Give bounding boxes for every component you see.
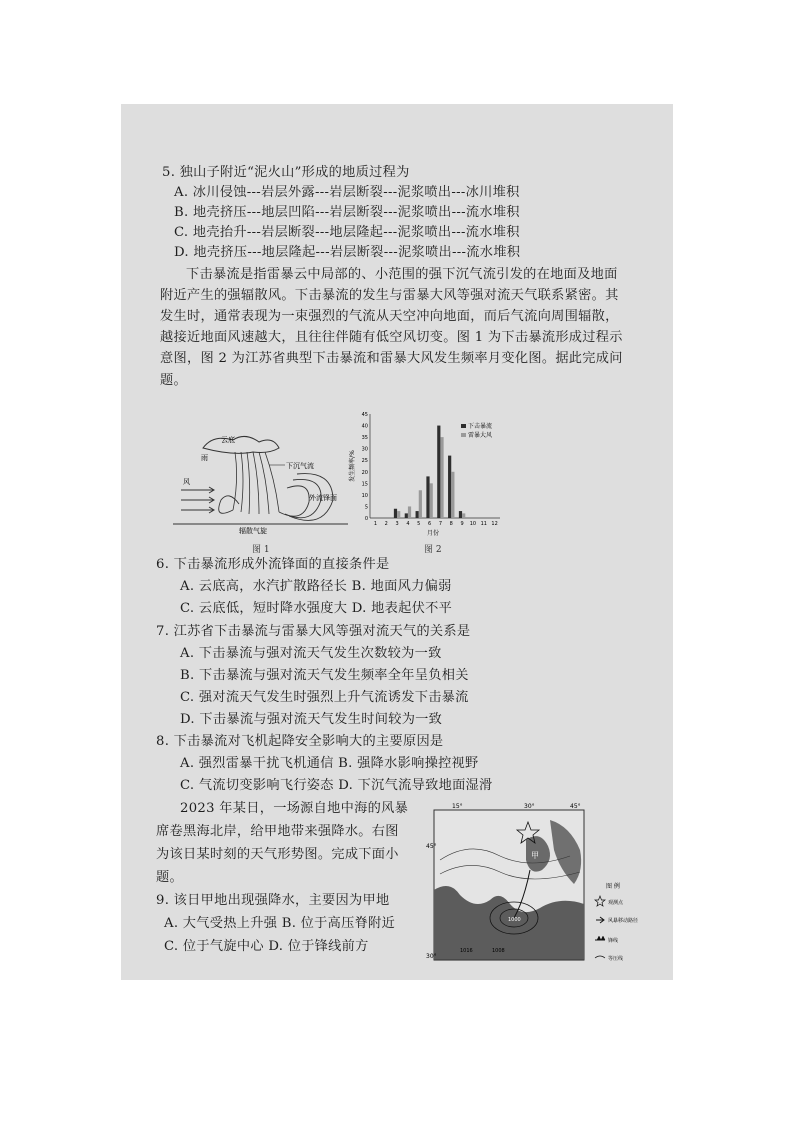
q7-option-d: D. 下击暴流与强对流天气发生时间较为一致: [180, 712, 443, 727]
q6-stem: 6. 下击暴流形成外流锋面的直接条件是: [156, 557, 390, 572]
legend-swatch-downburst: [461, 424, 466, 428]
y-tick-label: 10: [361, 492, 368, 499]
legend-item: 等压线: [608, 956, 624, 962]
fig2-xlabel: 月份: [426, 530, 440, 537]
passage1-line: 发生时，通常表现为一束强烈的气流从天空冲向地面，而后气流向周围辐散，: [160, 309, 619, 324]
isobar-icon: [595, 956, 605, 958]
x-tick-label: 10: [469, 521, 477, 527]
x-tick-label: 3: [395, 521, 399, 527]
y-tick-label: 30: [361, 446, 368, 453]
bar-gale-month-7: [440, 437, 443, 518]
q9-options-ab: A. 大气受热上升强 B. 位于高压脊附近: [164, 916, 396, 931]
q7-stem: 7. 江苏省下击暴流与雷暴大风等强对流天气的关系是: [156, 624, 471, 639]
map-legend: [594, 880, 640, 970]
fig1-label-vortex: 辐散气旋: [239, 527, 267, 535]
q5-option-d: D. 地壳挤压---地层隆起---岩层断裂---泥浆喷出---流水堆积: [174, 245, 521, 260]
lon-label: 30°: [524, 803, 535, 810]
q6-options-ab: A. 云底高，水汽扩散路径长 B. 地面风力偏弱: [180, 579, 452, 594]
q9-stem: 9. 该日甲地出现强降水，主要因为甲地: [156, 893, 390, 908]
bar-downburst-month-8: [448, 456, 451, 518]
x-tick-label: 4: [406, 521, 410, 527]
lat-label: 30°: [426, 953, 437, 960]
passage1-line: 题。: [160, 373, 187, 388]
y-tick-label: 25: [361, 458, 368, 465]
x-tick-label: 7: [438, 521, 443, 527]
bar-downburst-month-4: [405, 513, 408, 518]
bar-downburst-month-9: [459, 511, 462, 518]
legend-title: 图 例: [606, 883, 620, 890]
legend-item: 风暴移动路径: [608, 918, 639, 924]
q8-stem: 8. 下击暴流对飞机起降安全影响大的主要原因是: [156, 734, 444, 749]
q6-options-cd: C. 云底低，短时降水强度大 D. 地表起伏不平: [180, 601, 453, 616]
passage2-line: 为该日某时刻的天气形势图。完成下面小: [156, 847, 399, 862]
bar-gale-month-9: [462, 513, 465, 518]
x-tick-label: 9: [460, 521, 464, 527]
fig1-label-downdraft: 下沉气流: [286, 462, 314, 470]
isobar-label: 1016: [460, 948, 473, 954]
lat-label: 45°: [426, 843, 437, 850]
passage2-line: 题。: [156, 870, 183, 885]
fig2-ylabel: 发生频率/%: [349, 450, 356, 482]
x-tick-label: 12: [491, 521, 498, 527]
q8-options-cd: C. 气流切变影响飞行姿态 D. 下沉气流导致地面湿滑: [180, 778, 493, 793]
place-jia: 甲: [531, 851, 539, 860]
q7-option-b: B. 下击暴流与强对流天气发生频率全年呈负相关: [180, 668, 469, 683]
x-tick-label: 2: [384, 521, 388, 527]
fig1-label-outflow: 外流锋面: [309, 494, 337, 502]
legend-swatch-gale: [461, 433, 466, 437]
x-tick-label: 8: [449, 521, 453, 527]
x-tick-label: 6: [427, 521, 432, 527]
passage2-line: 2023 年某日，一场源自地中海的风暴: [180, 801, 409, 816]
q8-options-ab: A. 强烈雷暴干扰飞机通信 B. 强降水影响操控视野: [180, 756, 479, 771]
q5-option-b: B. 地壳挤压---地层凹陷---岩层断裂---泥浆喷出---流水堆积: [174, 205, 520, 220]
legend-downburst: 下击暴流: [468, 423, 493, 430]
bar-downburst-month-7: [437, 426, 440, 518]
fig1-label-wind: 风: [183, 478, 190, 486]
q9-options-cd: C. 位于气旋中心 D. 位于锋线前方: [164, 939, 369, 954]
y-tick-label: 0: [364, 516, 368, 522]
q5-stem: 5. 独山子附近“泥火山”形成的地质过程为: [162, 165, 410, 180]
isobar-label: 1008: [492, 948, 505, 954]
y-tick-label: 40: [361, 423, 368, 430]
y-tick-label: 20: [361, 469, 368, 476]
x-tick-label: 11: [480, 521, 487, 527]
downburst-schematic: [173, 430, 348, 540]
bar-gale-month-6: [430, 483, 433, 518]
fig1-caption: 图 1: [252, 545, 270, 555]
legend-item: 观测点: [608, 900, 624, 906]
q5-option-a: A. 冰川侵蚀---岩层外露---岩层断裂---泥浆喷出---冰川堆积: [174, 185, 520, 200]
lon-label: 15°: [452, 803, 463, 810]
bar-downburst-month-6: [426, 476, 429, 518]
star-icon: [595, 896, 605, 906]
fig1-label-cloud: 云底: [221, 436, 235, 444]
q7-option-c: C. 强对流天气发生时强烈上升气流诱发下击暴流: [180, 690, 469, 705]
passage1-line: 越接近地面风速越大，且往往伴随有低空风切变。图 1 为下击暴流形成过程示: [160, 330, 623, 345]
y-tick-label: 5: [364, 504, 368, 511]
bar-gale-month-8: [451, 472, 454, 518]
weather-map: [426, 800, 590, 970]
q7-option-a: A. 下击暴流与强对流天气发生次数较为一致: [180, 646, 442, 661]
y-tick-label: 35: [361, 435, 368, 442]
bar-gale-month-5: [419, 490, 422, 518]
y-tick-label: 15: [361, 481, 368, 488]
q5-option-c: C. 地壳抬升---岩层断裂---地层隆起---泥浆喷出---流水堆积: [174, 225, 520, 240]
bar-downburst-month-5: [416, 511, 419, 518]
bar-gale-month-3: [397, 511, 400, 518]
passage1-line: 意图，图 2 为江苏省典型下击暴流和雷暴大风发生频率月变化图。据此完成问: [160, 351, 623, 366]
bar-downburst-month-3: [394, 509, 397, 518]
isobar-label: 1000: [508, 917, 521, 923]
legend-gale: 雷暴大风: [468, 432, 493, 439]
fig2-caption: 图 2: [424, 545, 442, 555]
lon-label: 45°: [570, 803, 581, 810]
y-tick-label: 45: [361, 412, 368, 418]
x-tick-label: 1: [373, 521, 378, 527]
fig1-label-rain: 雨: [201, 454, 208, 462]
monthly-frequency-chart: [350, 404, 508, 536]
passage2-line: 席卷黑海北岸，给甲地带来强降水。右图: [156, 824, 399, 839]
passage1-line: 下击暴流是指雷暴云中局部的、小范围的强下沉气流引发的在地面及地面: [186, 267, 618, 282]
legend-item: 锋线: [608, 938, 619, 944]
passage1-line: 附近产生的强辐散风。下击暴流的发生与雷暴大风等强对流天气联系紧密。其: [160, 288, 619, 303]
bar-gale-month-4: [408, 506, 411, 518]
x-tick-label: 5: [417, 521, 421, 527]
arrow-icon: [596, 917, 604, 923]
